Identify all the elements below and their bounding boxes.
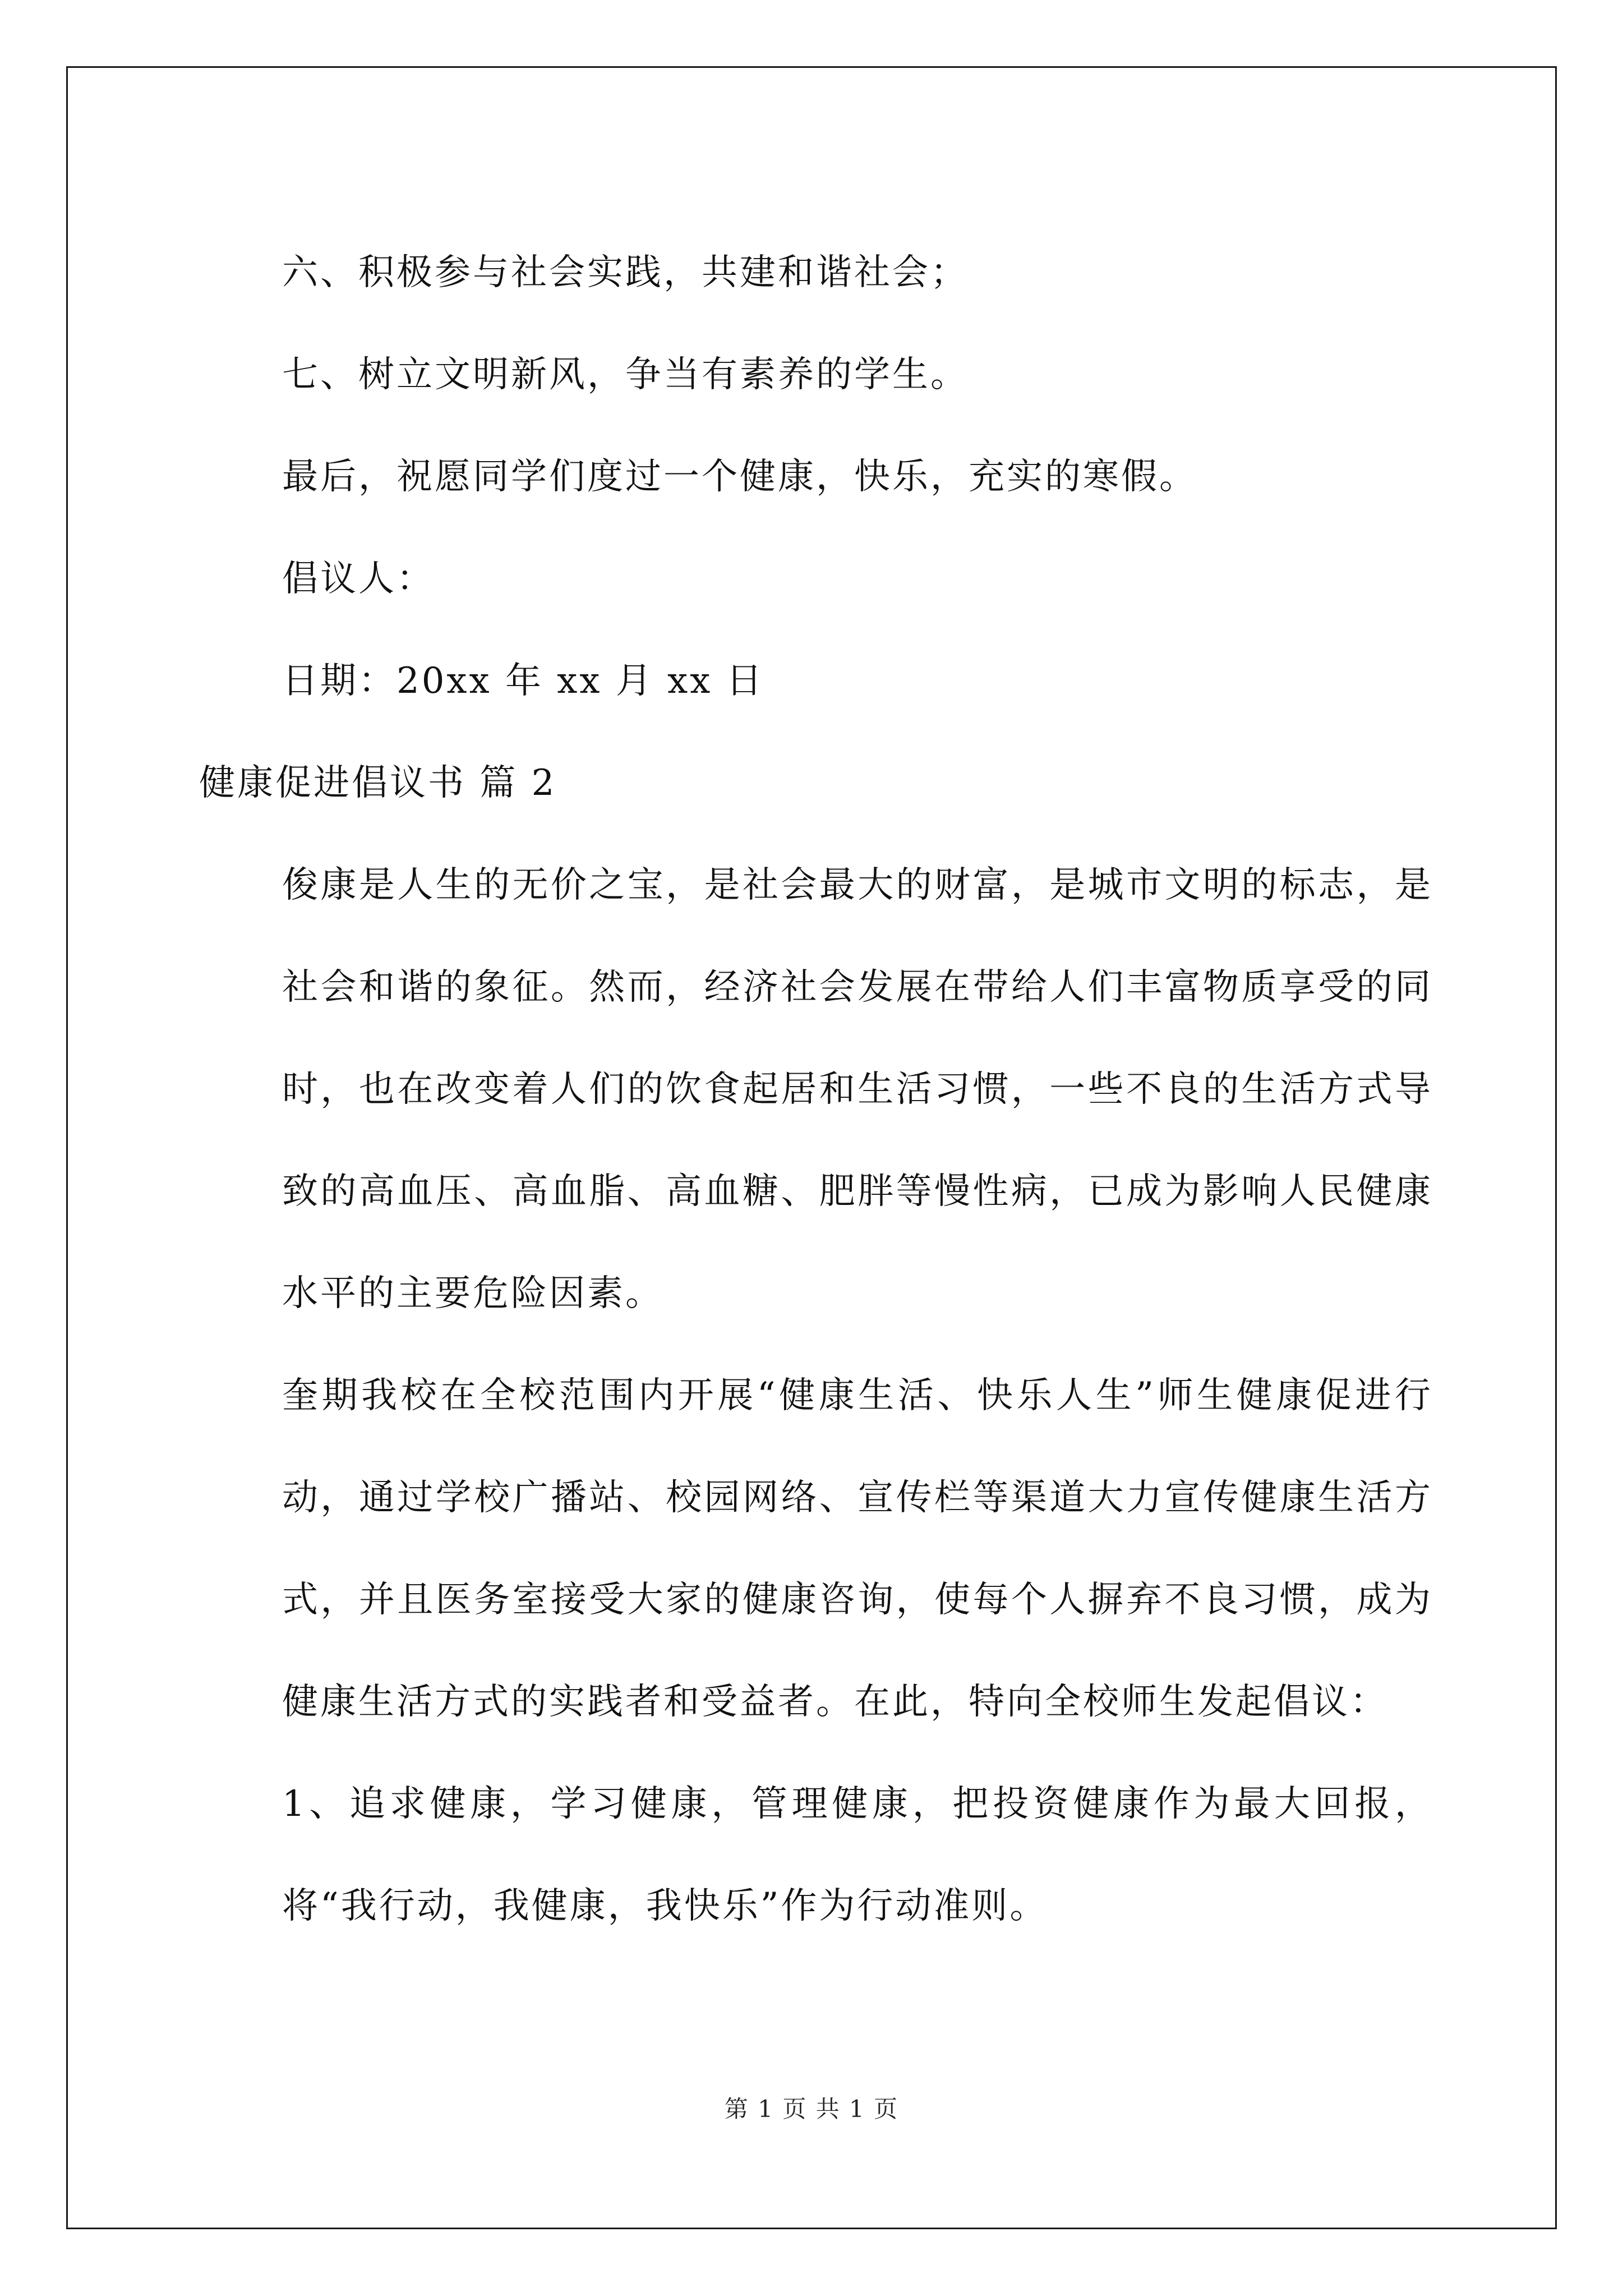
paragraph-item-7: 七、树立文明新风，争当有素养的学生。 [282,354,969,395]
document-body [199,222,1433,1957]
paragraph-initiator: 倡议人： [282,558,435,600]
paragraph-proposal-1: 1、追求健康，学习健康，管理健康，把投资健康作为最大回报，将“我行动，我健康，我快乐”作为行动准则。 [282,1783,1433,1927]
paragraph-item-6: 六、积极参与社会实践，共建和谐社会； [282,252,969,293]
paragraph-closing-wish: 最后，祝愿同学们度过一个健康，快乐，充实的寒假。 [282,456,1197,498]
section-heading: 健康促进倡议书 篇 2 [199,762,557,804]
paragraph-intro: 俊康是人生的无价之宝，是社会最大的财富，是城市文明的标志，是社会和谐的象征。然而，经济社会发展在带给人们丰富物质享受的同时，也在改变着人们的饮食起居和生活习惯，一些不良的生活方式导致的高血压、高血脂、高血糖、肥胖等慢性病，已成为影响人民健康水平的主要危险因素。 [282,864,1433,1314]
page-number-footer: 第 1 页 共 1 页 [724,2095,899,2123]
paragraph-activity: 奎期我校在全校范围内开展“健康生活、快乐人生”师生健康促进行动，通过学校广播站、校园网络、宣传栏等渠道大力宣传健康生活方式，并且医务室接受大家的健康咨询，使每个人摒弃不良习惯，成为健康生活方式的实践者和受益者。在此，特向全校师生发起倡议： [282,1375,1433,1723]
paragraph-date: 日期：20xx 年 xx 月 xx 日 [282,660,764,702]
